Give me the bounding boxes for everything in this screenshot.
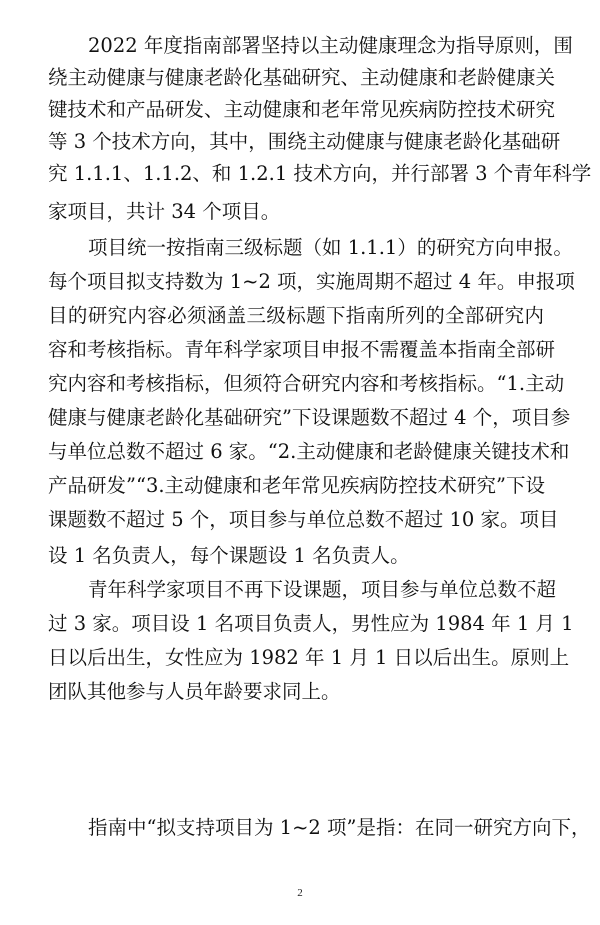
- paragraph-4-line-1: 指南中“拟支持项目为 1~2 项”是指：在同一研究方向下，: [88, 816, 591, 839]
- paragraph-2-line-7: 与单位总数不超过 6 家。“2.主动健康和老龄健康关键技术和: [48, 440, 570, 463]
- paragraph-2-line-9: 课题数不超过 5 个，项目参与单位总数不超过 10 家。项目: [48, 508, 559, 531]
- page-number: 2: [297, 887, 303, 899]
- paragraph-3-line-4: 团队其他参与人员年龄要求同上。: [48, 680, 341, 703]
- paragraph-1-line-1: 2022 年度指南部署坚持以主动健康理念为指导原则，围: [88, 34, 573, 57]
- paragraph-2-line-5: 究内容和考核指标，但须符合研究内容和考核指标。“1.主动: [48, 372, 565, 395]
- paragraph-1-line-3: 键技术和产品研发、主动健康和老年常见疾病防控技术研究: [48, 98, 556, 121]
- paragraph-1-line-6: 家项目，共计 34 个项目。: [48, 200, 281, 223]
- paragraph-3-line-2: 过 3 家。项目设 1 名项目负责人，男性应为 1984 年 1 月 1: [48, 612, 574, 635]
- paragraph-1-line-4: 等 3 个技术方向，其中，围绕主动健康与健康老龄化基础研: [48, 130, 561, 153]
- paragraph-2-line-1: 项目统一按指南三级标题（如 1.1.1）的研究方向申报。: [88, 236, 573, 259]
- paragraph-2-line-3: 目的研究内容必须涵盖三级标题下指南所列的全部研究内: [48, 304, 544, 327]
- paragraph-2-line-10: 设 1 名负责人，每个课题设 1 名负责人。: [48, 544, 410, 567]
- paragraph-3-line-3: 日以后出生，女性应为 1982 年 1 月 1 日以后出生。原则上: [48, 646, 570, 669]
- paragraph-3-line-1: 青年科学家项目不再下设课题，项目参与单位总数不超: [88, 578, 557, 601]
- paragraph-2-line-6: 健康与健康老龄化基础研究”下设课题数不超过 4 个，项目参: [48, 406, 571, 429]
- paragraph-2-line-4: 容和考核指标。青年科学家项目申报不需覆盖本指南全部研: [48, 338, 556, 361]
- paragraph-2-line-8: 产品研发”“3.主动健康和老年常见疾病防控技术研究”下设: [48, 474, 546, 497]
- paragraph-2-line-2: 每个项目拟支持数为 1~2 项，实施周期不超过 4 年。申报项: [48, 270, 575, 293]
- paragraph-1-line-5: 究 1.1.1、1.1.2、和 1.2.1 技术方向，并行部署 3 个青年科学: [48, 162, 592, 185]
- paragraph-1-line-2: 绕主动健康与健康老龄化基础研究、主动健康和老龄健康关: [48, 66, 556, 89]
